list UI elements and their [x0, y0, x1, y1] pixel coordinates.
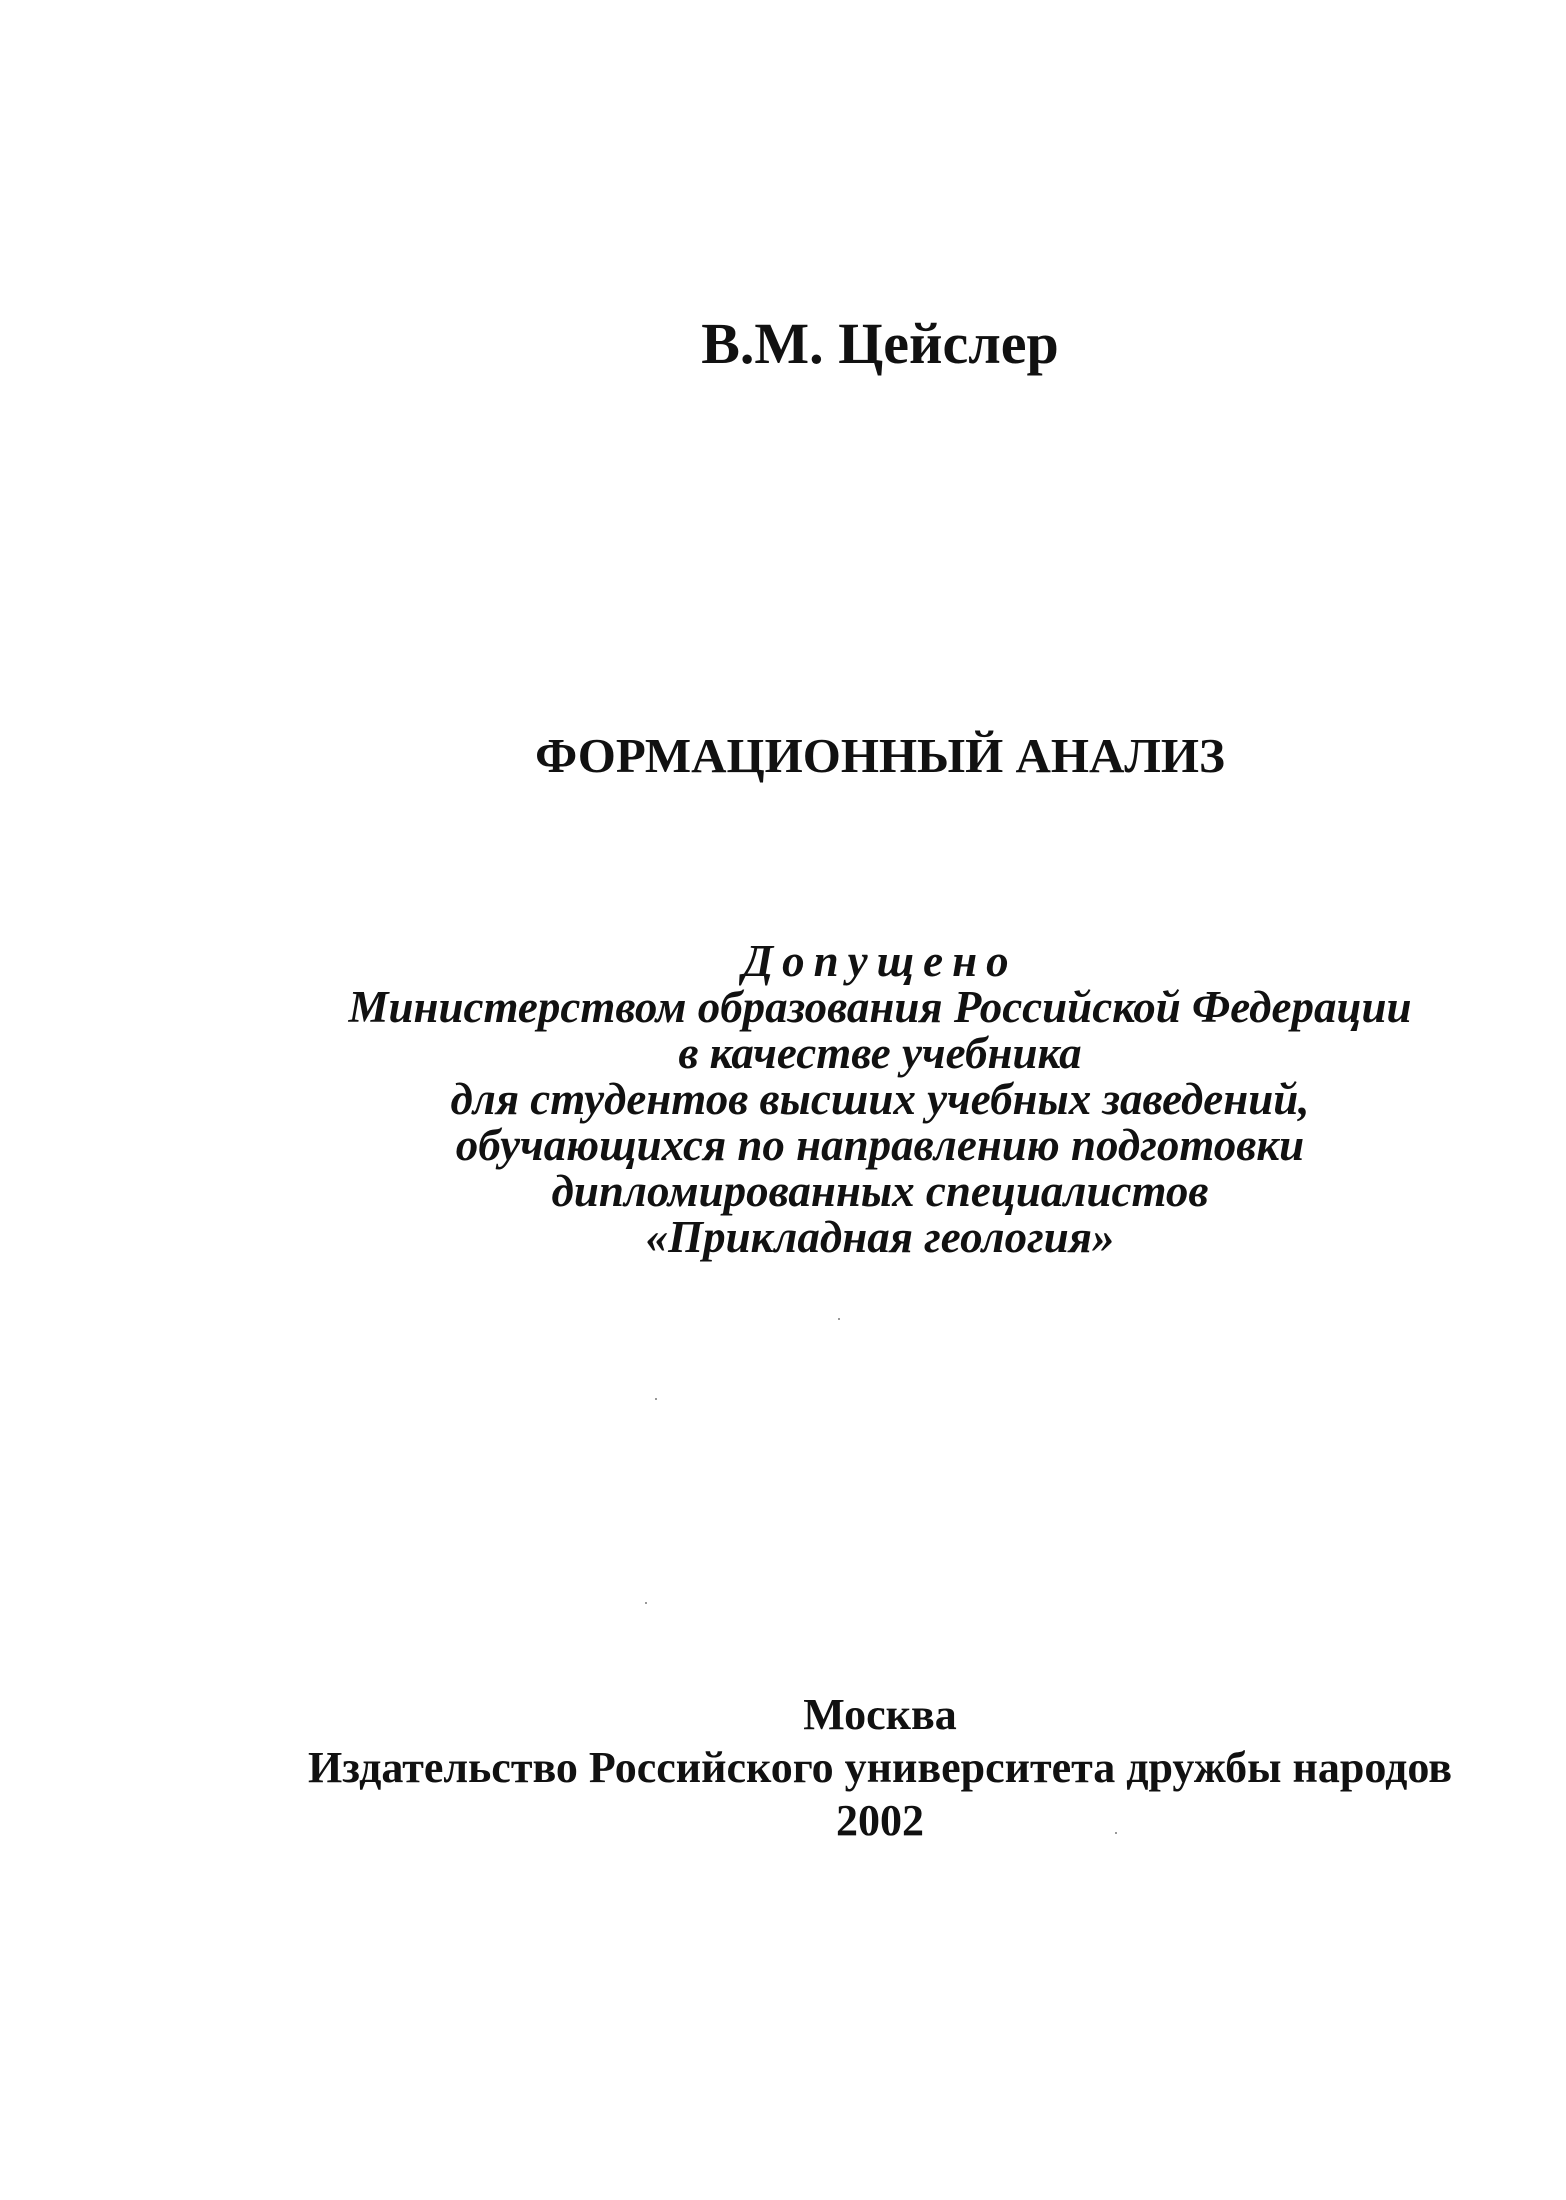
imprint [230, 1688, 1530, 1847]
approval-statement [230, 938, 1530, 1260]
scan-speck [645, 1602, 647, 1604]
approval-line: в качестве учебника [678, 1028, 1082, 1078]
city: Москва [803, 1690, 957, 1739]
book-title: ФОРМАЦИОННЫЙ АНАЛИЗ [535, 728, 1225, 783]
scan-speck [1115, 1832, 1117, 1834]
approval-line: Министерством образования Российской Федерации [348, 982, 1412, 1032]
approval-line: дипломированных специалистов [551, 1166, 1209, 1216]
approval-heading: Допущено [742, 936, 1018, 986]
approval-line: для студентов высших учебных заведений, [450, 1074, 1310, 1124]
approval-line: обучающихся по направлению подготовки [455, 1120, 1305, 1170]
approval-line: «Прикладная геология» [645, 1212, 1115, 1262]
year: 2002 [836, 1796, 924, 1845]
publisher: Издательство Российского университета дружбы народов [307, 1743, 1453, 1792]
author-name: В.М. Цейслер [701, 311, 1059, 376]
scan-speck [838, 1318, 840, 1320]
scan-speck [655, 1398, 657, 1400]
